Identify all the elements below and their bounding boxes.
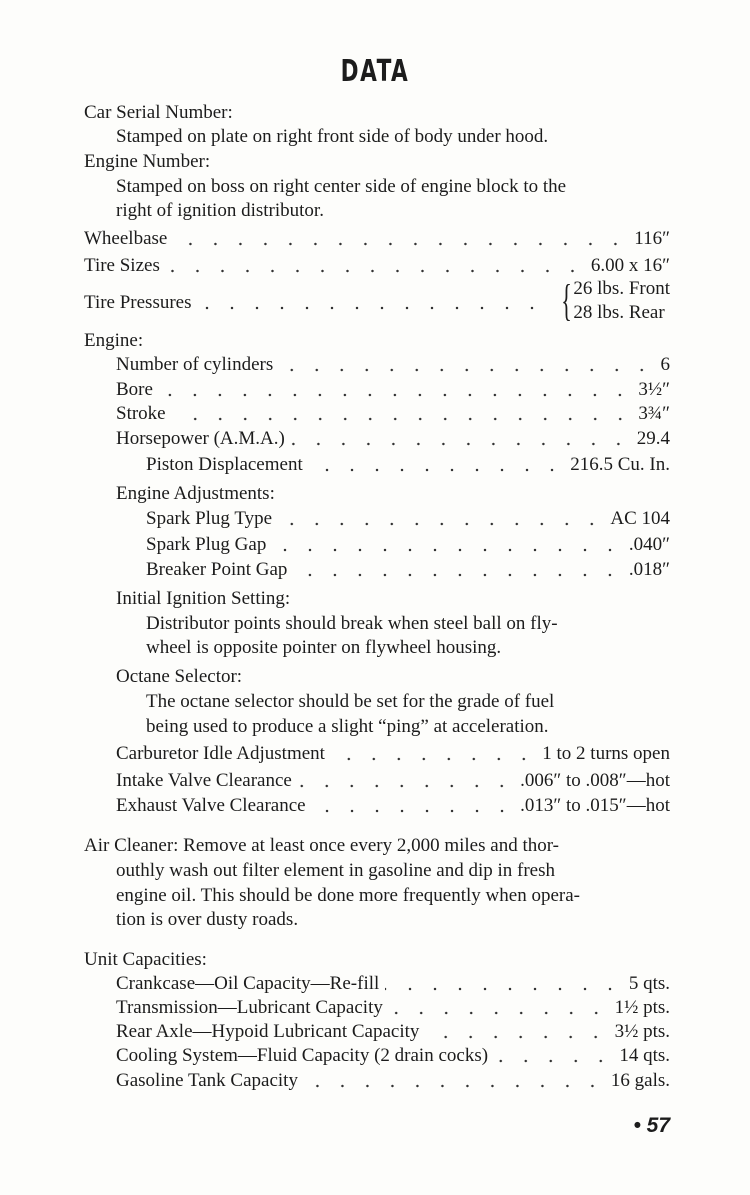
brace-glyph: {: [561, 276, 573, 325]
spec-value: .013″ to .015″—hot: [520, 795, 670, 816]
spec-row-wheelbase: [84, 227, 670, 251]
leader-dots: [312, 809, 515, 813]
spec-row-plug-type: [146, 507, 670, 531]
air-cleaner-text-4: tion is over dusty roads.: [116, 909, 299, 930]
spec-value: 6.00 x 16″: [590, 255, 670, 276]
car-serial-text: Stamped on plate on right front side of body under hood.: [116, 126, 549, 147]
spec-label: Cooling System—Fluid Capacity (2 drain cocks): [116, 1045, 489, 1066]
spec-label: Spark Plug Gap: [146, 534, 267, 555]
spec-value: .006″ to .008″—hot: [520, 770, 670, 791]
spec-value: 14 qts.: [619, 1045, 670, 1066]
capacity-row: [116, 972, 670, 996]
spec-value: 216.5 Cu. In.: [570, 454, 670, 475]
page-title: DATA: [340, 54, 410, 89]
octane-text-2: being used to produce a slight “ping” at acceleration.: [146, 716, 549, 737]
ignition-label: Initial Ignition Setting:: [116, 588, 291, 609]
spec-label: Wheelbase: [84, 228, 168, 249]
spec-value: 6: [660, 354, 670, 375]
spec-value: 5 qts.: [628, 973, 670, 994]
spec-value: .040″: [628, 534, 670, 555]
leader-dots: [198, 306, 545, 310]
spec-row-breaker-gap: [146, 558, 670, 582]
leader-dots: [425, 1035, 608, 1039]
spec-row-intake: [116, 769, 670, 793]
tire-pressure-front: 26 lbs. Front: [573, 278, 670, 299]
spec-value: 3½″: [638, 379, 670, 400]
car-serial-label: Car Serial Number:: [84, 102, 233, 123]
leader-dots: [304, 1084, 605, 1088]
spec-row-tire-sizes: [84, 254, 670, 278]
spec-label: Spark Plug Type: [146, 508, 273, 529]
spec-value: 29.4: [636, 428, 670, 449]
spec-label: Bore: [116, 379, 153, 400]
spec-row-plug-gap: [146, 533, 670, 557]
spec-label: Intake Valve Clearance: [116, 770, 292, 791]
capacity-row: [116, 1069, 670, 1093]
air-cleaner-text-2: outhly wash out filter element in gasoline and dip in fresh: [116, 860, 556, 881]
spec-label: Stroke: [116, 403, 166, 424]
spec-row-exhaust: [116, 794, 670, 818]
spec-label: Breaker Point Gap: [146, 559, 288, 580]
spec-value: 3½ pts.: [614, 1021, 670, 1042]
spec-label: Rear Axle—Hypoid Lubricant Capacity: [116, 1021, 420, 1042]
leader-dots: [309, 468, 565, 472]
engine-number-text: Stamped on boss on right center side of engine block to the: [116, 176, 567, 197]
leader-dots: [494, 1059, 613, 1063]
capacity-row: [116, 1044, 670, 1068]
spec-value: AC 104: [610, 508, 670, 529]
ignition-text-2: wheel is opposite pointer on flywheel housing.: [146, 637, 502, 658]
spec-row-carburetor: [116, 742, 670, 766]
leader-dots: [291, 442, 631, 446]
leader-dots: [331, 757, 536, 761]
leader-dots: [166, 269, 585, 273]
leader-dots: [293, 573, 622, 577]
spec-label: Number of cylinders: [116, 354, 274, 375]
spec-row-bore: [116, 378, 670, 402]
tire-pressure-rear: 28 lbs. Rear: [573, 302, 665, 323]
capacity-row: [116, 996, 670, 1020]
spec-value: 116″: [634, 228, 670, 249]
spec-label: Transmission—Lubricant Capacity: [116, 997, 383, 1018]
capacities-label: Unit Capacities:: [84, 949, 207, 970]
spec-value: 1½ pts.: [614, 997, 670, 1018]
leader-dots: [278, 522, 604, 526]
spec-row-cylinders: [116, 353, 670, 377]
leader-dots: [173, 242, 628, 246]
capacity-row: [116, 1020, 670, 1044]
spec-label: Tire Pressures: [84, 292, 192, 313]
leader-dots: [389, 1011, 609, 1015]
leader-dots: [172, 417, 633, 421]
ignition-text: Distributor points should break when steel ball on fly-: [146, 613, 558, 634]
octane-text: The octane selector should be set for the grade of fuel: [146, 691, 555, 712]
spec-label: Piston Displacement: [146, 454, 303, 475]
air-cleaner-text-3: engine oil. This should be done more frequently when opera-: [116, 885, 580, 906]
spec-label: Carburetor Idle Adjustment: [116, 743, 325, 764]
spec-label: Horsepower (A.M.A.): [116, 428, 285, 449]
spec-row-horsepower: [116, 427, 670, 451]
octane-label: Octane Selector:: [116, 666, 243, 687]
spec-label: Exhaust Valve Clearance: [116, 795, 306, 816]
leader-dots: [159, 393, 632, 397]
engine-number-text-2: right of ignition distributor.: [116, 200, 324, 221]
engine-label: Engine:: [84, 330, 144, 351]
spec-label: Crankcase—Oil Capacity—Re-fill: [116, 973, 380, 994]
spec-row-displacement: [146, 453, 670, 477]
spec-value: 1 to 2 turns open: [542, 743, 670, 764]
tire-pressure-values: [556, 277, 670, 325]
spec-row-stroke: [116, 402, 670, 426]
page-number: • 57: [633, 1114, 670, 1137]
leader-dots: [272, 548, 623, 552]
air-cleaner-text: Air Cleaner: Remove at least once every 2,000 miles and thor-: [84, 835, 559, 856]
spec-label: Tire Sizes: [84, 255, 160, 276]
spec-value: .018″: [628, 559, 670, 580]
leader-dots: [385, 987, 623, 991]
leader-dots: [279, 368, 654, 372]
leader-dots: [298, 784, 514, 788]
spec-value: 3¾″: [638, 403, 670, 424]
adjustments-label: Engine Adjustments:: [116, 483, 275, 504]
engine-number-label: Engine Number:: [84, 151, 211, 172]
spec-label: Gasoline Tank Capacity: [116, 1070, 298, 1091]
spec-value: 16 gals.: [610, 1070, 670, 1091]
spec-row-tire-pressures: [84, 291, 550, 315]
